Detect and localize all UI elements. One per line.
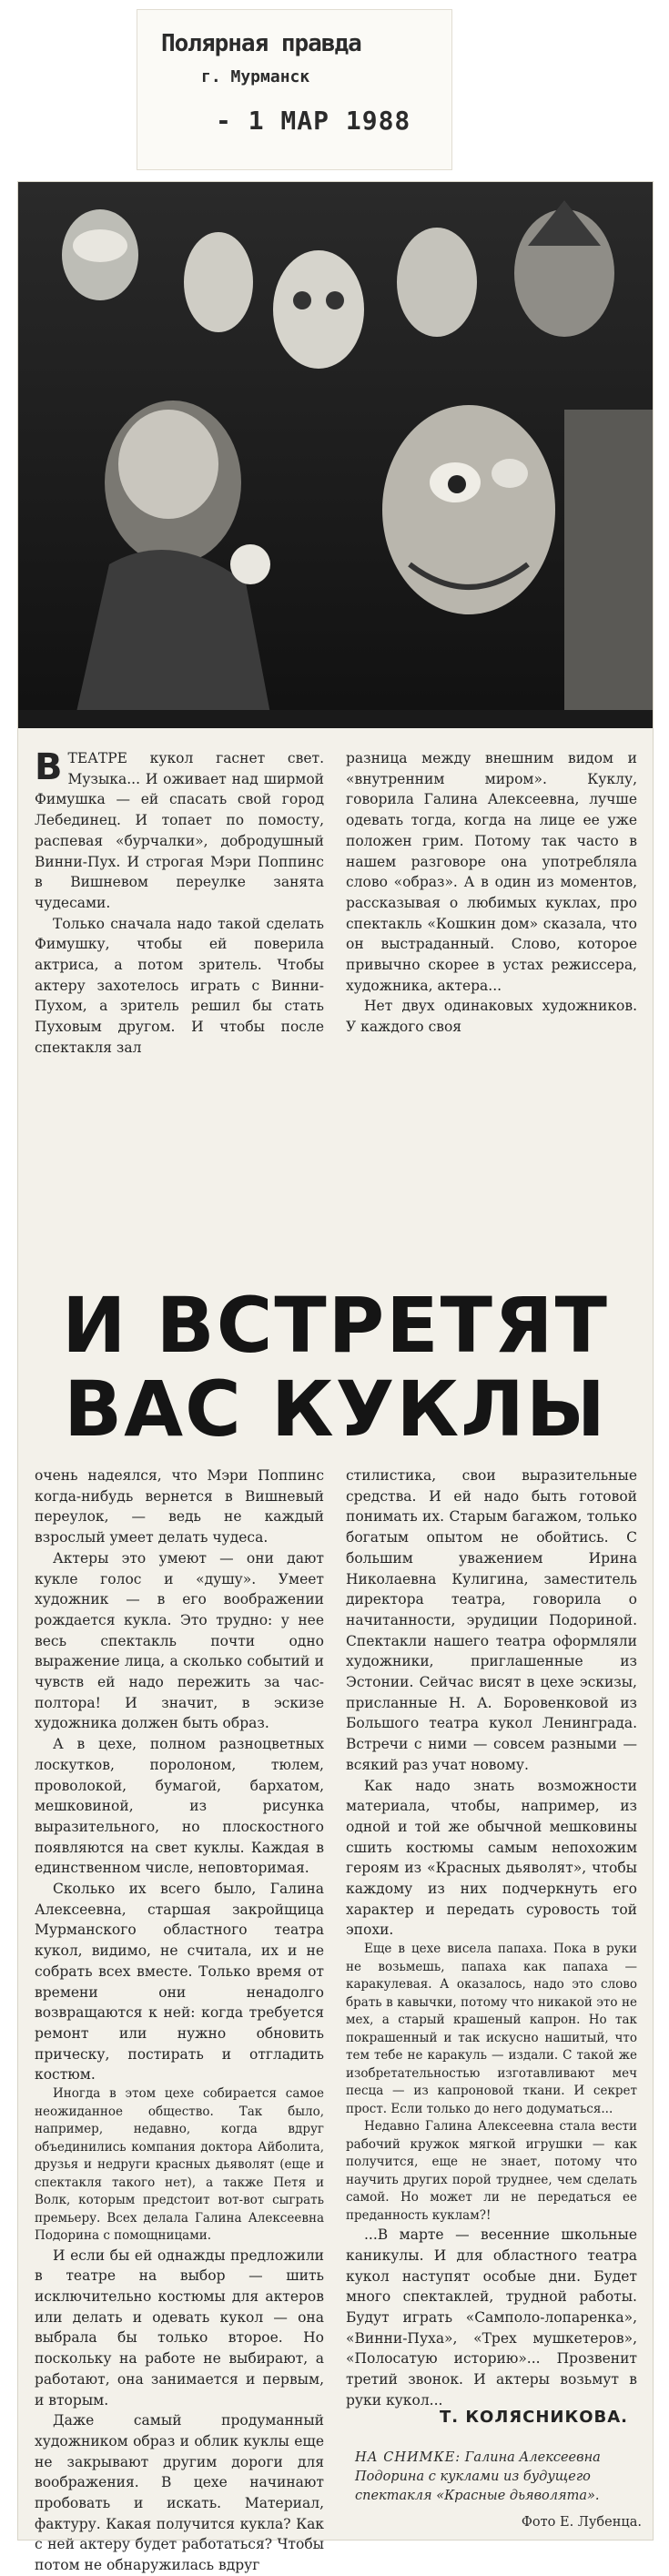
- stamp-date: - 1 МАР 1988: [216, 106, 411, 136]
- article-dropcap: В: [35, 746, 63, 788]
- article-paragraph: ...В марте — весенние школьные каникулы. И для областного театра кукол наступят особые дни. Будет много спектаклей, трудной работы. Будут играть «Самполо-лопаренка», «Винни-Пуха», «Трех мушкетеров», «Полосатую историю»... Прозвенит третий звонок. И актеры возьмут в руки кукол...: [346, 2226, 637, 2409]
- article-paragraph: очень надеялся, что Мэри Поппинс когда-нибудь вернется в Вишневый переулок, — ведь не каждый взрослый умеет делать чудеса.: [35, 1467, 324, 1547]
- article-paragraph: И если бы ей однажды предложили в театре на выбор — шить исключительно костюмы для актеров или делать и одевать кукол — она выбрала бы только второе. Но поскольку на работе не выбирают, а работают, она занимается и первым, и вторым.: [35, 2246, 324, 2409]
- author-signature: Т. КОЛЯСНИКОВА.: [439, 2408, 628, 2427]
- stamp-newspaper-name: Полярная правда: [161, 30, 361, 57]
- article-column-2-bottom: [346, 1465, 637, 2411]
- headline-line-2: ВАС КУКЛЫ: [64, 1364, 607, 1454]
- article-paragraph: Как надо знать возможности материала, чтобы, например, из одной и той же обычной мешковины сшить костюмы самым непохожим героям из «Красных дьяволят», чтобы каждому из них подчеркнуть его характер и передать суровость той эпохи.: [346, 1777, 637, 1939]
- article-paragraph: Только сначала надо такой сделать Фимушку, чтобы ей поверила актриса, а потом зритель. Чтобы актеру захотелось играть с Винни-Пухом, а зритель решил бы стать Пуховым другом. И чтобы после спектакля зал: [35, 915, 324, 1056]
- article-paragraph: Актеры это умеют — они дают кукле голос и «душу». Умеет художник — в его воображении рождается кукла. Это трудно: у нее весь спектакль почти одно выражение лица, а сколько событий и чувств ей надо пережить за час-полтора! И значит, в эскизе художника должен быть образ.: [35, 1549, 324, 1732]
- article-headline: [18, 1283, 653, 1465]
- puppets-photo-illustration: [18, 182, 653, 728]
- article-column-1-top: [35, 748, 324, 1059]
- article-paragraph: разница между внешним видом и «внутренним миром». Куклу, говорила Галина Алексеевна, лучше одевать тогда, когда на лице ее уже положен грим. Потому так часто в нашем разговоре она употребляла слово «образ». А в один из моментов, рассказывая о любимых куклах, про спектакль «Кошкин дом» сказала, что он выстраданный. Слово, которое привычно скорее в устах режиссера, художника, актера...: [346, 750, 637, 994]
- article-paragraph: ТЕАТРЕ кукол гаснет свет. Музыка... И оживает над ширмой Фимушка — ей спасать свой город Лебединец. И топает по помосту, распевая «бурчалки», добродушный Винни-Пух. И строгая Мэри Поппинс в Вишневом переулке занята чудесами.: [35, 750, 324, 911]
- stamp-city: г. Мурманск: [201, 67, 310, 86]
- article-paragraph: А в цехе, полном разноцветных лоскутков, поролоном, тюлем, проволокой, бумагой, бархатом, мешковиной, из рисунка выразительного, но плоскостного появляются на свет куклы. Каждая в единственном числе, неповторимая.: [35, 1736, 324, 1877]
- caption-label: НА СНИМКЕ:: [355, 2450, 461, 2465]
- article-paragraph: Даже самый продуманный художником образ и облик куклы еще не закрывают другим дороги для воображения. В цехе начинают пробовать и искать. Материал, фактуру. Какая получится кукла? Как с ней актеру будет работаться? Чтобы потом не обнаружилась вдруг: [35, 2412, 324, 2574]
- article-paragraph: стилистика, свои выразительные средства. И ей надо быть готовой понимать их. Старым багажом, только богатым опытом не обойтись. С большим уважением Ирина Николаевна Кулигина, заместитель директора театра, говорила о начитанности, эрудиции Подориной. Спектакли нашего театра оформляли художники, приглашенные из Эстонии. Сейчас висят в цехе эскизы, присланные Н. А. Боровенковой из Большого театра кукол Ленинграда. Встречи с ними — совсем разными — всякий раз учат новому.: [346, 1467, 637, 1773]
- article-paragraph-small: Иногда в этом цехе собирается самое неожиданное общество. Так было, например, недавно, когда вдруг объединились компания доктора Айболита, друзья и недруги красных дьяволят (еще и спектакля такого нет), а также Петя и Волк, которым предстоит вот-вот сыграть премьеру. Всех делала Галина Алексеевна Подорина с помощницами.: [35, 2086, 324, 2244]
- newspaper-stamp: [137, 9, 452, 170]
- photo-caption: [355, 2449, 642, 2532]
- article-paragraph: Сколько их всего было, Галина Алексеевна, старшая закройщица Мурманского областного театра кукол, видимо, не считала, их и не собрать всех вместе. Только время от времени они ненадолго возвращаются к ней: когда требуется ремонт или нужно обновить прическу, постирать и отгладить костюм.: [35, 1881, 324, 2084]
- article-paragraph: Нет двух одинаковых художников. У каждого своя: [346, 998, 637, 1036]
- article-column-2-top: [346, 748, 637, 1038]
- newspaper-clipping: [18, 182, 653, 2574]
- article-photo: [18, 182, 653, 728]
- article-paragraph-small: Еще в цехе висела папаха. Пока в руки не возьмешь, папаха как папаха — каракулевая. А оказалось, надо это слово брать в кавычки, потому что никакой это не мех, а старый крашеный капрон. Но так покрашенный и так искусно нашитый, что тем тебе не каракуль — издали. С такой же изобретательностью изготавливают меч песца — из капроновой ткани. И секрет прост. Если только до него додуматься...: [346, 1942, 637, 2116]
- caption-text: Галина Алексеевна Подорина с куклами из будущего спектакля «Красные дьяволята».: [355, 2450, 601, 2503]
- headline-line-1: И ВСТРЕТЯТ: [62, 1281, 609, 1370]
- article-column-1-bottom: [35, 1465, 324, 2576]
- article-paragraph-small: Недавно Галина Алексеевна стала вести рабочий кружок мягкой игрушки — как получится, еще не знает, потому что научить других порой труднее, чем сделать самой. Но может ли не передаться ее преданность куклам?!: [346, 2119, 637, 2223]
- photo-credit: Фото Е. Лубенца.: [521, 2515, 642, 2530]
